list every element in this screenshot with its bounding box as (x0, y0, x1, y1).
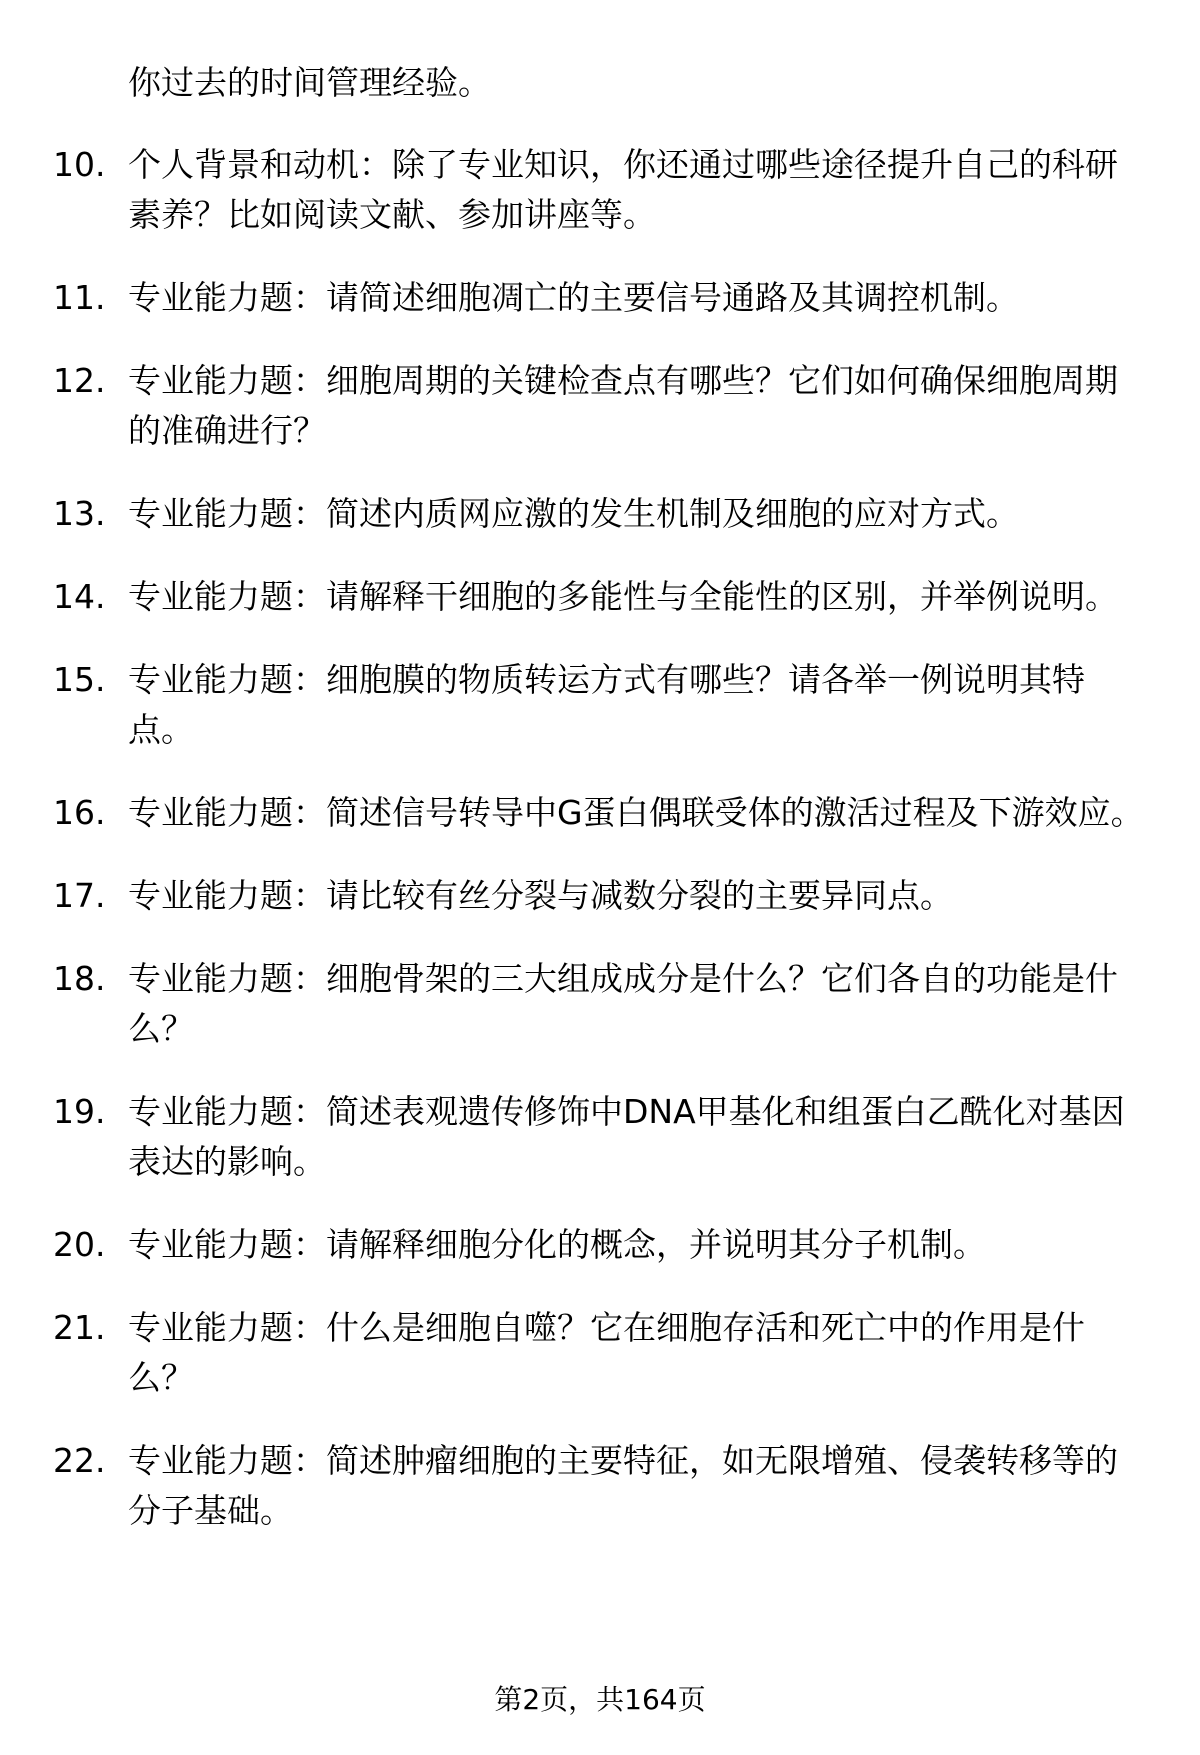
item-text: 专业能力题：细胞骨架的三大组成成分是什么？它们各自的功能是什么？ (128, 959, 1118, 1048)
item-number: 22. (53, 1441, 106, 1480)
item-number: 19. (53, 1092, 106, 1131)
item-text: 专业能力题：简述肿瘤细胞的主要特征，如无限增殖、侵袭转移等的分子基础。 (128, 1441, 1118, 1530)
item-text: 专业能力题：请简述细胞凋亡的主要信号通路及其调控机制。 (128, 278, 1019, 317)
item-number: 16. (53, 793, 106, 832)
item-number: 15. (53, 660, 106, 699)
item-number: 18. (53, 959, 106, 998)
question-list (0, 140, 1200, 1569)
list-item (0, 1303, 1148, 1403)
item-number: 20. (53, 1225, 106, 1264)
item-text: 专业能力题：细胞膜的物质转运方式有哪些？请各举一例说明其特点。 (128, 660, 1085, 749)
item-text: 专业能力题：简述表观遗传修饰中DNA甲基化和组蛋白乙酰化对基因表达的影响。 (128, 1092, 1125, 1181)
item-text: 个人背景和动机：除了专业知识，你还通过哪些途径提升自己的科研素养？比如阅读文献、参加讲座等。 (128, 145, 1118, 234)
list-item (0, 489, 1148, 539)
item-number: 10. (53, 145, 106, 184)
item-text: 专业能力题：请比较有丝分裂与减数分裂的主要异同点。 (128, 876, 953, 915)
carryover-text: 你过去的时间管理经验。 (128, 63, 491, 102)
item-number: 21. (53, 1308, 106, 1347)
item-text: 专业能力题：简述信号转导中G蛋白偶联受体的激活过程及下游效应。 (128, 793, 1144, 832)
item-text: 专业能力题：简述内质网应激的发生机制及细胞的应对方式。 (128, 494, 1019, 533)
item-number: 17. (53, 876, 106, 915)
item-number: 11. (53, 278, 106, 317)
list-item (0, 1087, 1148, 1187)
list-item (0, 1220, 1148, 1270)
item-text: 专业能力题：请解释细胞分化的概念，并说明其分子机制。 (128, 1225, 986, 1264)
list-item (0, 140, 1148, 240)
item-number: 12. (53, 361, 106, 400)
item-text: 专业能力题：请解释干细胞的多能性与全能性的区别，并举例说明。 (128, 577, 1118, 616)
list-item (0, 572, 1148, 622)
list-item (0, 788, 1148, 838)
list-item (0, 1436, 1148, 1536)
list-item (0, 871, 1148, 921)
item-number: 13. (53, 494, 106, 533)
list-item (0, 655, 1148, 755)
page-footer: 第2页，共164页 (494, 1683, 706, 1716)
item-text: 专业能力题：什么是细胞自噬？它在细胞存活和死亡中的作用是什么？ (128, 1308, 1085, 1397)
item-number: 14. (53, 577, 106, 616)
list-item (0, 954, 1148, 1054)
list-item (0, 356, 1148, 456)
list-item (0, 273, 1148, 323)
item-text: 专业能力题：细胞周期的关键检查点有哪些？它们如何确保细胞周期的准确进行？ (128, 361, 1118, 450)
